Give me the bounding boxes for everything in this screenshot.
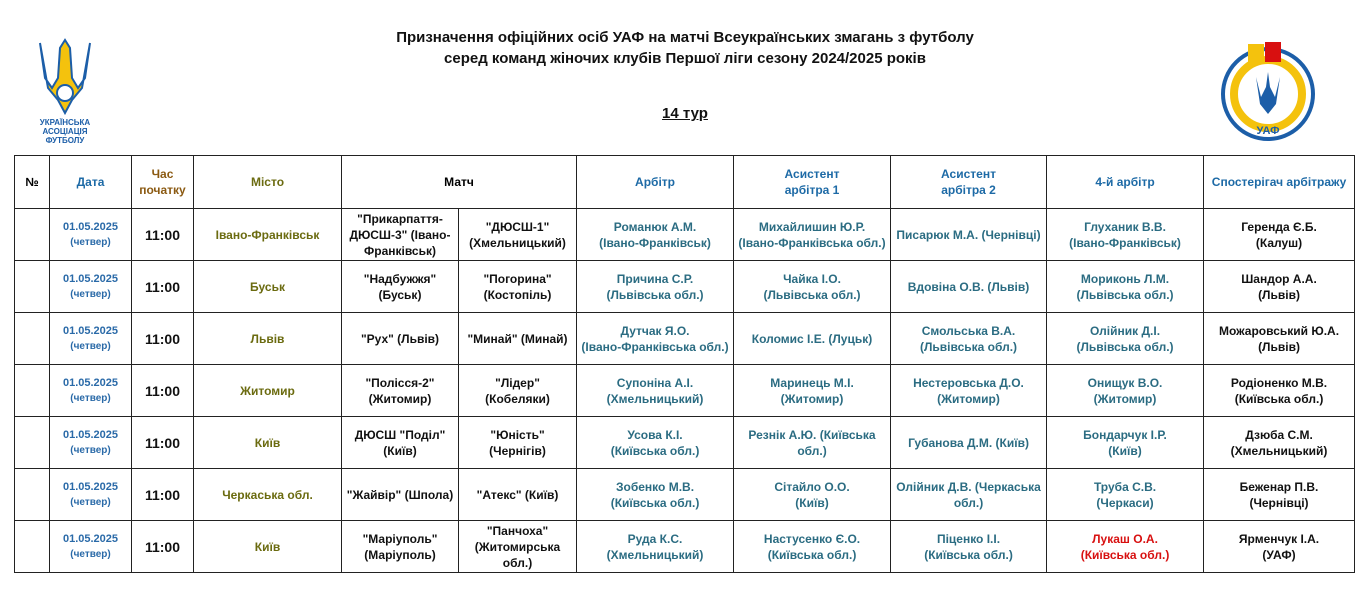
date-text: 01.05.2025 — [62, 480, 119, 493]
table-row — [15, 469, 1355, 521]
observer-line: Беженар П.В. — [1239, 479, 1319, 494]
fourth-line: (Івано-Франківськ) — [1069, 235, 1181, 250]
observer-line: Геренда Є.Б. — [1241, 219, 1317, 234]
uaf-logo-caption: УКРАЇНСЬКА АСОЦІАЦІЯ ФУТБОЛУ — [39, 118, 91, 145]
observer-line: Ярменчук І.А. — [1238, 531, 1320, 546]
fourth-line: Труба С.В. — [1093, 479, 1157, 494]
home-line: ДЮСШ-3" (Івано- — [349, 227, 451, 242]
city-cell: Київ — [194, 521, 342, 573]
date-text: 01.05.2025 — [62, 220, 119, 233]
fourth-line: Бондарчук І.Р. — [1083, 427, 1167, 442]
num-cell — [15, 313, 50, 365]
referee-line: Романюк А.М. — [613, 219, 697, 234]
home-team-cell — [342, 521, 459, 573]
fourth-cell — [1047, 365, 1204, 417]
away-team-cell — [459, 313, 577, 365]
away-team-cell — [459, 469, 577, 521]
referee-line: Зобенко М.В. — [616, 479, 695, 494]
asst1-line: Коломис І.Е. (Луцьк) — [751, 331, 873, 346]
home-line: "Рух" (Львів) — [360, 331, 440, 346]
home-team-cell — [342, 261, 459, 313]
home-line: (Житомир) — [368, 391, 432, 406]
asst2-line: (Львівська обл.) — [919, 339, 1018, 354]
referee-cell — [577, 209, 734, 261]
num-cell — [15, 261, 50, 313]
asst2-cell — [891, 521, 1047, 573]
away-line: (Чернігів) — [489, 443, 546, 458]
num-cell — [15, 417, 50, 469]
referee-line: Усова К.І. — [627, 427, 683, 442]
header-num: № — [15, 156, 50, 209]
uaf-logo — [30, 38, 100, 148]
date-cell — [50, 313, 132, 365]
num-cell — [15, 209, 50, 261]
home-line: (Буськ) — [378, 287, 422, 302]
asst1-line: (Житомир) — [780, 391, 844, 406]
referee-committee-logo — [1218, 42, 1318, 142]
asst1-cell — [734, 209, 891, 261]
date-cell — [50, 521, 132, 573]
num-cell — [15, 365, 50, 417]
asst1-cell — [734, 469, 891, 521]
asst1-line: Михайлишин Ю.Р. — [758, 219, 866, 234]
referee-line: (Івано-Франківськ) — [599, 235, 711, 250]
table-row — [15, 521, 1355, 573]
observer-cell — [1204, 521, 1355, 573]
table-row — [15, 261, 1355, 313]
referee-cell — [577, 313, 734, 365]
round-label: 14 тур — [662, 105, 708, 122]
asst1-line: Настусенко Є.О. — [763, 531, 861, 546]
header-time: Час початку — [132, 156, 194, 209]
city-cell: Буськ — [194, 261, 342, 313]
away-line: "Погорина" — [483, 271, 552, 286]
observer-line: Родіоненко М.В. — [1230, 375, 1328, 390]
page-title-line1: Призначення офіційних осіб УАФ на матчі Всеукраїнських змагань з футболу — [396, 29, 974, 46]
home-team-cell — [342, 209, 459, 261]
observer-cell — [1204, 261, 1355, 313]
fourth-line: (Житомир) — [1093, 391, 1157, 406]
city-cell: Київ — [194, 417, 342, 469]
away-line: обл.) — [502, 555, 533, 570]
asst1-cell — [734, 365, 891, 417]
away-line: "Панчоха" — [486, 523, 549, 538]
away-team-cell — [459, 261, 577, 313]
asst1-cell — [734, 261, 891, 313]
city-cell: Черкаська обл. — [194, 469, 342, 521]
header-asst1: Асистент арбітра 1 — [734, 156, 891, 209]
home-team-cell — [342, 417, 459, 469]
weekday-text: (четвер) — [70, 340, 111, 352]
header-asst2: Асистент арбітра 2 — [891, 156, 1047, 209]
asst2-cell — [891, 261, 1047, 313]
asst2-line: Нестеровська Д.О. — [913, 375, 1024, 390]
asst1-line: Маринець М.І. — [770, 375, 854, 390]
weekday-text: (четвер) — [70, 444, 111, 456]
home-line: "Маріуполь" — [362, 531, 438, 546]
observer-line: (Київська обл.) — [1234, 391, 1324, 406]
home-line: "Полісся-2" — [365, 375, 435, 390]
date-cell — [50, 209, 132, 261]
date-text: 01.05.2025 — [62, 324, 119, 337]
asst1-line: (Івано-Франківська обл.) — [738, 235, 886, 250]
date-text: 01.05.2025 — [62, 532, 119, 545]
home-line: "Жайвір" (Шпола) — [346, 487, 454, 502]
date-cell — [50, 469, 132, 521]
away-line: "Юність" — [490, 427, 545, 442]
asst2-line: (Київська обл.) — [924, 547, 1013, 562]
home-line: Франківськ) — [364, 243, 436, 258]
asst1-line: (Львівська обл.) — [763, 287, 861, 302]
referee-cell — [577, 521, 734, 573]
referee-line: Супоніна А.І. — [616, 375, 694, 390]
referee-line: (Хмельницький) — [606, 547, 704, 562]
home-team-cell — [342, 365, 459, 417]
observer-cell — [1204, 365, 1355, 417]
date-cell — [50, 365, 132, 417]
svg-text:УАФ: УАФ — [1256, 125, 1280, 137]
asst2-line: Піценко І.І. — [936, 531, 1001, 546]
observer-line: (Львів) — [1258, 339, 1300, 354]
home-team-cell — [342, 469, 459, 521]
away-line: (Хмельницький) — [469, 235, 566, 250]
asst2-line: Писарюк М.А. (Чернівці) — [896, 227, 1041, 242]
away-line: "ДЮСШ-1" — [485, 219, 550, 234]
fourth-line: Глуханик В.В. — [1084, 219, 1166, 234]
asst2-line: Губанова Д.М. (Київ) — [908, 435, 1029, 450]
fourth-line: (Київська обл.) — [1080, 547, 1170, 562]
asst1-line: Чайка І.О. — [783, 271, 841, 286]
asst2-line: Олійник Д.В. (Черкаська — [896, 479, 1041, 494]
referee-line: Причина С.Р. — [616, 271, 694, 286]
asst2-line: (Житомир) — [937, 391, 1000, 406]
referee-line: (Київська обл.) — [610, 495, 700, 510]
asst1-line: (Київська обл.) — [767, 547, 857, 562]
weekday-text: (четвер) — [70, 548, 111, 560]
fourth-cell — [1047, 261, 1204, 313]
away-line: (Костопіль) — [483, 287, 552, 302]
fourth-cell — [1047, 209, 1204, 261]
referee-cell — [577, 417, 734, 469]
away-line: (Кобеляки) — [485, 391, 550, 406]
header-row — [15, 156, 1355, 209]
header-observer: Спостерігач арбітражу — [1204, 156, 1355, 209]
referee-line: Руда К.С. — [627, 531, 683, 546]
referee-line: Дутчак Я.О. — [620, 323, 690, 338]
home-line: (Київ) — [383, 443, 417, 458]
num-cell — [15, 469, 50, 521]
time-cell: 11:00 — [132, 209, 194, 261]
home-line: "Надбужжя" — [363, 271, 437, 286]
observer-cell — [1204, 313, 1355, 365]
fourth-line: Лукаш О.А. — [1092, 531, 1158, 546]
referee-cell — [577, 365, 734, 417]
weekday-text: (четвер) — [70, 236, 111, 248]
fourth-line: (Київ) — [1108, 443, 1142, 458]
observer-line: (Хмельницький) — [1230, 443, 1328, 458]
referee-line: (Київська обл.) — [610, 443, 700, 458]
city-cell: Івано-Франківськ — [194, 209, 342, 261]
observer-line: Шандор А.А. — [1241, 271, 1317, 286]
header-referee: Арбітр — [577, 156, 734, 209]
asst2-cell — [891, 469, 1047, 521]
time-cell: 11:00 — [132, 313, 194, 365]
asst1-line: (Київ) — [795, 495, 829, 510]
home-line: (Маріуполь) — [364, 547, 436, 562]
time-cell: 11:00 — [132, 365, 194, 417]
weekday-text: (четвер) — [70, 392, 111, 404]
observer-line: (Калуш) — [1255, 235, 1303, 250]
weekday-text: (четвер) — [70, 288, 111, 300]
asst2-line: Вдовіна О.В. (Львів) — [907, 279, 1030, 294]
away-team-cell — [459, 209, 577, 261]
referee-cell — [577, 261, 734, 313]
referee-line: (Хмельницький) — [606, 391, 704, 406]
observer-cell — [1204, 469, 1355, 521]
observer-line: Дзюба С.М. — [1245, 427, 1313, 442]
asst2-cell — [891, 313, 1047, 365]
asst2-line: Смольська В.А. — [921, 323, 1016, 338]
fourth-line: Мориконь Л.М. — [1080, 271, 1170, 286]
num-cell — [15, 521, 50, 573]
referee-line: (Львівська обл.) — [606, 287, 704, 302]
away-team-cell — [459, 417, 577, 469]
observer-cell — [1204, 209, 1355, 261]
asst1-cell — [734, 521, 891, 573]
asst2-cell — [891, 209, 1047, 261]
away-line: "Минай" (Минай) — [467, 331, 568, 346]
appointments-table — [14, 155, 1355, 573]
away-line: "Лідер" — [495, 375, 540, 390]
date-cell — [50, 417, 132, 469]
away-line: (Житомирська — [474, 539, 561, 554]
asst2-cell — [891, 365, 1047, 417]
asst1-line: Резнік А.Ю. (Київська — [748, 427, 876, 442]
asst1-line: Сітайло О.О. — [774, 479, 850, 494]
home-line: "Прикарпаття- — [357, 211, 443, 226]
weekday-text: (четвер) — [70, 496, 111, 508]
time-cell: 11:00 — [132, 261, 194, 313]
referee-cell — [577, 469, 734, 521]
asst2-cell — [891, 417, 1047, 469]
table-row — [15, 365, 1355, 417]
header-fourth: 4-й арбітр — [1047, 156, 1204, 209]
observer-line: (УАФ) — [1262, 547, 1296, 562]
referee-line: (Івано-Франківська обл.) — [581, 339, 729, 354]
away-line: "Атекс" (Київ) — [476, 487, 559, 502]
home-line: ДЮСШ "Поділ" — [354, 427, 446, 442]
time-cell: 11:00 — [132, 469, 194, 521]
away-team-cell — [459, 521, 577, 573]
table-row — [15, 417, 1355, 469]
time-cell: 11:00 — [132, 521, 194, 573]
asst1-cell — [734, 417, 891, 469]
header-date: Дата — [50, 156, 132, 209]
fourth-line: (Львівська обл.) — [1076, 339, 1174, 354]
page-title-line2: серед команд жіночих клубів Першої ліги сезону 2024/2025 років — [444, 50, 926, 67]
fourth-cell — [1047, 313, 1204, 365]
observer-line: (Львів) — [1258, 287, 1300, 302]
time-cell: 11:00 — [132, 417, 194, 469]
away-team-cell — [459, 365, 577, 417]
asst1-cell — [734, 313, 891, 365]
fourth-line: Олійник Д.І. — [1090, 323, 1161, 338]
fourth-line: Онищук В.О. — [1087, 375, 1163, 390]
fourth-cell — [1047, 521, 1204, 573]
header-match: Матч — [342, 156, 577, 209]
observer-line: (Чернівці) — [1249, 495, 1309, 510]
trident-icon — [30, 38, 100, 118]
observer-cell — [1204, 417, 1355, 469]
fourth-cell — [1047, 417, 1204, 469]
fourth-line: (Черкаси) — [1096, 495, 1154, 510]
date-text: 01.05.2025 — [62, 428, 119, 441]
city-cell: Львів — [194, 313, 342, 365]
fourth-cell — [1047, 469, 1204, 521]
observer-line: Можаровський Ю.А. — [1218, 323, 1340, 338]
fourth-line: (Львівська обл.) — [1076, 287, 1174, 302]
date-text: 01.05.2025 — [62, 272, 119, 285]
city-cell: Житомир — [194, 365, 342, 417]
table-row — [15, 209, 1355, 261]
asst2-line: обл.) — [953, 495, 984, 510]
table-row — [15, 313, 1355, 365]
home-team-cell — [342, 313, 459, 365]
header-city: Місто — [194, 156, 342, 209]
asst1-line: обл.) — [797, 443, 827, 458]
date-text: 01.05.2025 — [62, 376, 119, 389]
date-cell — [50, 261, 132, 313]
